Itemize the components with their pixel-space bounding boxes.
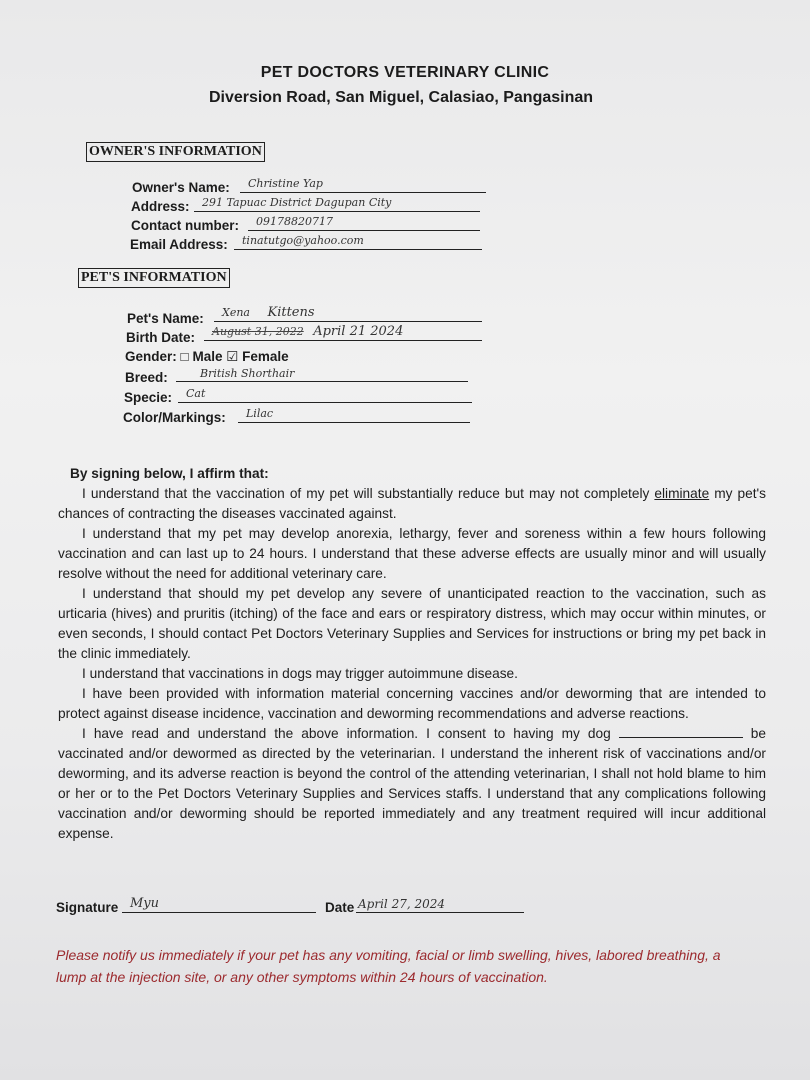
birth-date-label: Birth Date:: [126, 330, 196, 345]
birth-date-struck: August 31, 2022: [212, 325, 304, 338]
affirmation-paragraph-6: I have read and understand the above information. I consent to having my dog be vaccinated and/or dewormed as directed by the veterinarian. I understand the inherent risk of vaccinations and/or deworming, and its adverse reaction is beyond the control of the attending veterinarian, I shall not hold blame to him or her or to the Pet Doctors Veterinary Supplies and Services staffs. I understand that any complications following vaccination and/or deworming should be reported immediately and any treatment required will incur additional expense.: [58, 726, 767, 841]
owner-name-label: Owner's Name:: [132, 180, 230, 195]
dog-name-blank[interactable]: [619, 725, 743, 738]
affirmation-paragraph-2: I understand that my pet may develop anorexia, lethargy, fever and soreness within a few hours following vaccination and can last up to 24 hours. I understand that these adverse effects are usually minor and will usually resolve without the need for additional veterinary care.: [58, 526, 766, 581]
owner-name-field[interactable]: Christine Yap: [240, 178, 486, 193]
pet-section-title: PET'S INFORMATION: [78, 268, 230, 288]
affirmation-paragraph-3: I understand that should my pet develop any severe of unanticipated reaction to the vaccination, such as urticaria (hives) and pruritis (itching) of the face and ears or respiratory distress, which may occur within minutes, or even seconds, I should contact Pet Doctors Veterinary Supplies and Services for instructions or bring my pet back in the clinic immediately.: [58, 586, 766, 661]
affirmation-paragraph-1: I understand that the vaccination of my pet will substantially reduce but may not completely eliminate my pet's chances of contracting the diseases vaccinated against.: [58, 486, 766, 521]
specie-label: Specie:: [124, 390, 173, 405]
female-checkbox[interactable]: ☑: [226, 349, 239, 364]
date-label: Date: [325, 900, 355, 915]
owner-section-title: OWNER'S INFORMATION: [86, 142, 265, 162]
color-markings-field[interactable]: Lilac: [238, 408, 470, 423]
affirmation-paragraph-5: I have been provided with information material concerning vaccines and/or deworming that are intended to protect against disease incidence, vaccination and deworming recommendations and adverse reactions.: [58, 686, 766, 721]
pet-name-extra: Kittens: [267, 305, 315, 320]
specie-field[interactable]: Cat: [178, 388, 472, 403]
date-field[interactable]: April 27, 2024: [356, 898, 524, 913]
color-markings-label: Color/Markings:: [123, 410, 226, 425]
affirmation-heading: By signing below, I affirm that:: [70, 466, 269, 481]
address-field[interactable]: 291 Tapuac District Dagupan City: [194, 197, 480, 212]
birth-date-field[interactable]: [204, 326, 482, 341]
signature-label: Signature: [56, 900, 119, 915]
male-label: Male: [192, 349, 223, 364]
breed-label: Breed:: [125, 370, 168, 385]
birth-date-value: April 21 2024: [313, 324, 404, 339]
pet-name-field[interactable]: [214, 307, 482, 322]
female-label: Female: [242, 349, 289, 364]
male-checkbox[interactable]: □: [180, 349, 189, 364]
affirmation-paragraph-4: I understand that vaccinations in dogs may trigger autoimmune disease.: [82, 666, 518, 681]
breed-field[interactable]: British Shorthair: [176, 368, 468, 382]
clinic-name: PET DOCTORS VETERINARY CLINIC: [260, 64, 550, 81]
gender-row: [125, 349, 289, 365]
affirmation-text: [58, 464, 766, 844]
email-field[interactable]: tinatutgo@yahoo.com: [234, 235, 482, 250]
clinic-address: Diversion Road, San Miguel, Calasiao, Pangasinan: [208, 89, 594, 106]
contact-number-field[interactable]: 09178820717: [248, 216, 480, 231]
vaccination-notice: Please notify us immediately if your pet has any vomiting, facial or limb swelling, hives, labored breathing, a lump at the injection site, or any other symptoms within 24 hours of vaccination.: [56, 947, 721, 985]
address-label: Address:: [131, 199, 190, 214]
contact-number-label: Contact number:: [131, 218, 239, 233]
signature-field[interactable]: Myu: [122, 898, 316, 913]
gender-label: Gender:: [125, 349, 177, 364]
email-label: Email Address:: [130, 237, 228, 252]
pet-name-label: Pet's Name:: [127, 311, 204, 326]
pet-name-value: Xena: [222, 306, 250, 319]
